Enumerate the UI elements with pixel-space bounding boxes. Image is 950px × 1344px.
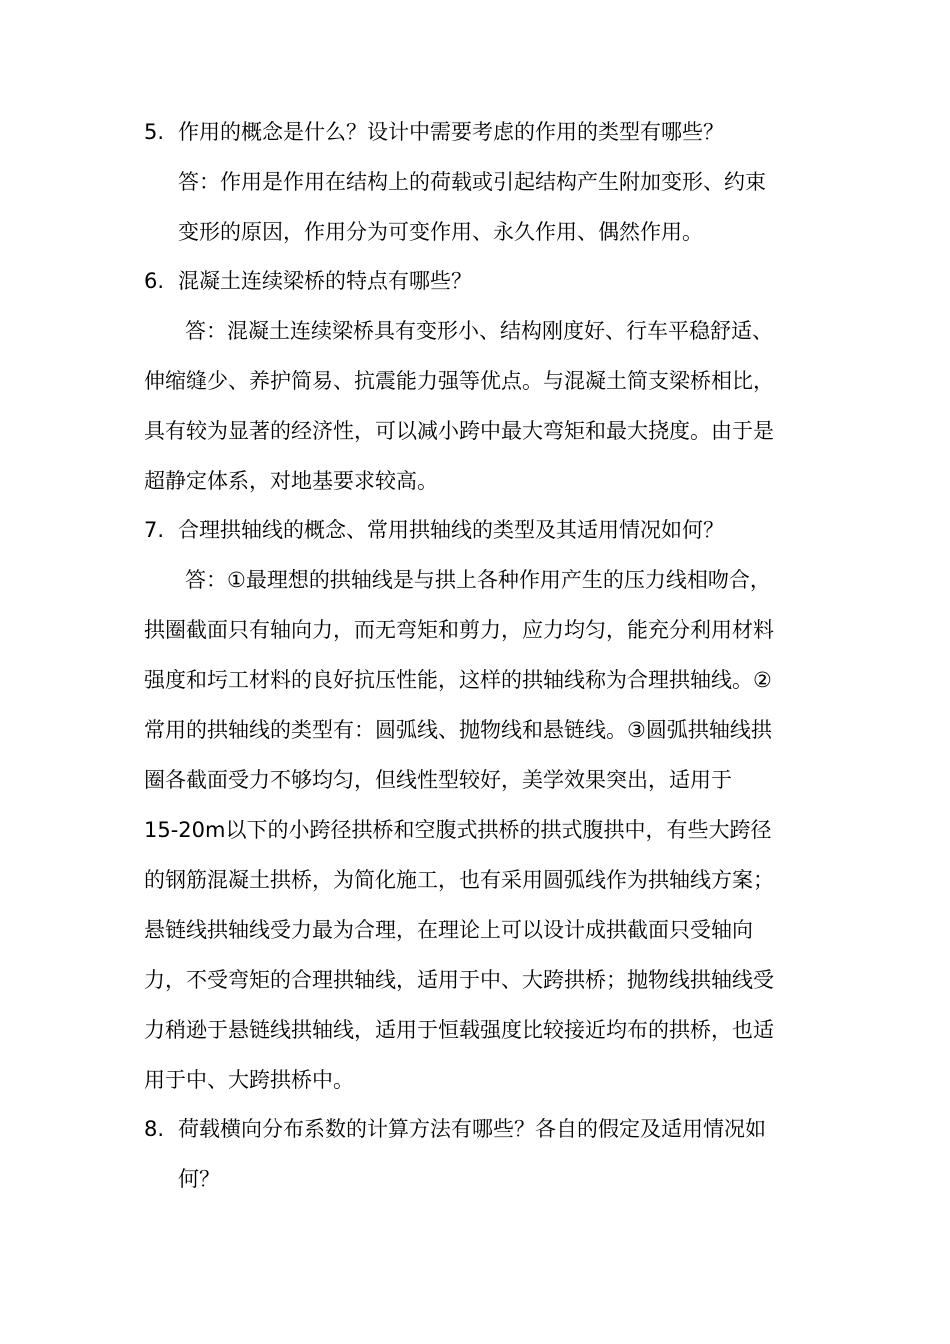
question-number: 5. [144, 120, 165, 144]
answer-line: 具有较为显著的经济性，可以减小跨中最大弯矩和最大挠度。由于是 [144, 419, 774, 443]
question-text-continued: 何？ [178, 1167, 220, 1191]
answer-line: 力稍逊于悬链线拱轴线，适用于恒载强度比较接近均布的拱桥，也适 [144, 1018, 774, 1042]
answer-line: 强度和圬工材料的良好抗压性能，这样的拱轴线称为合理拱轴线。② [144, 668, 772, 692]
question-text: 作用的概念是什么？设计中需要考虑的作用的类型有哪些？ [178, 120, 724, 144]
answer-line: 伸缩缝少、养护简易、抗震能力强等优点。与混凝土简支梁桥相比， [144, 369, 774, 393]
question-number: 7. [144, 518, 165, 542]
question-text: 荷载横向分布系数的计算方法有哪些？各自的假定及适用情况如 [178, 1117, 766, 1141]
answer-line: 15-20m以下的小跨径拱桥和空腹式拱桥的拱式腹拱中，有些大跨径 [144, 818, 772, 842]
answer-line: 悬链线拱轴线受力最为合理，在理论上可以设计成拱截面只受轴向 [144, 918, 753, 942]
answer-line: 圈各截面受力不够均匀，但线性型较好，美学效果突出，适用于 [144, 768, 732, 792]
question-number: 8. [144, 1117, 165, 1141]
answer-line: 答：作用是作用在结构上的荷载或引起结构产生附加变形、约束 [178, 170, 766, 194]
question-text: 混凝土连续梁桥的特点有哪些？ [178, 269, 472, 293]
answer-line: 用于中、大跨拱桥中。 [144, 1068, 354, 1092]
answer-line: 的钢筋混凝土拱桥，为简化施工，也有采用圆弧线作为拱轴线方案； [144, 868, 774, 892]
answer-line: 力，不受弯矩的合理拱轴线，适用于中、大跨拱桥；抛物线拱轴线受 [144, 968, 774, 992]
question-text: 合理拱轴线的概念、常用拱轴线的类型及其适用情况如何？ [178, 518, 724, 542]
answer-line: 超静定体系，对地基要求较高。 [144, 469, 438, 493]
answer-line: 常用的拱轴线的类型有：圆弧线、抛物线和悬链线。③圆弧拱轴线拱 [144, 718, 772, 742]
question-number: 6. [144, 269, 165, 293]
answer-line: 变形的原因，作用分为可变作用、永久作用、偶然作用。 [178, 220, 703, 244]
answer-line: 答：①最理想的拱轴线是与拱上各种作用产生的压力线相吻合， [185, 568, 771, 592]
answer-line: 答：混凝土连续梁桥具有变形小、结构刚度好、行车平稳舒适、 [185, 319, 773, 343]
answer-line: 拱圈截面只有轴向力，而无弯矩和剪力，应力均匀，能充分利用材料 [144, 618, 774, 642]
